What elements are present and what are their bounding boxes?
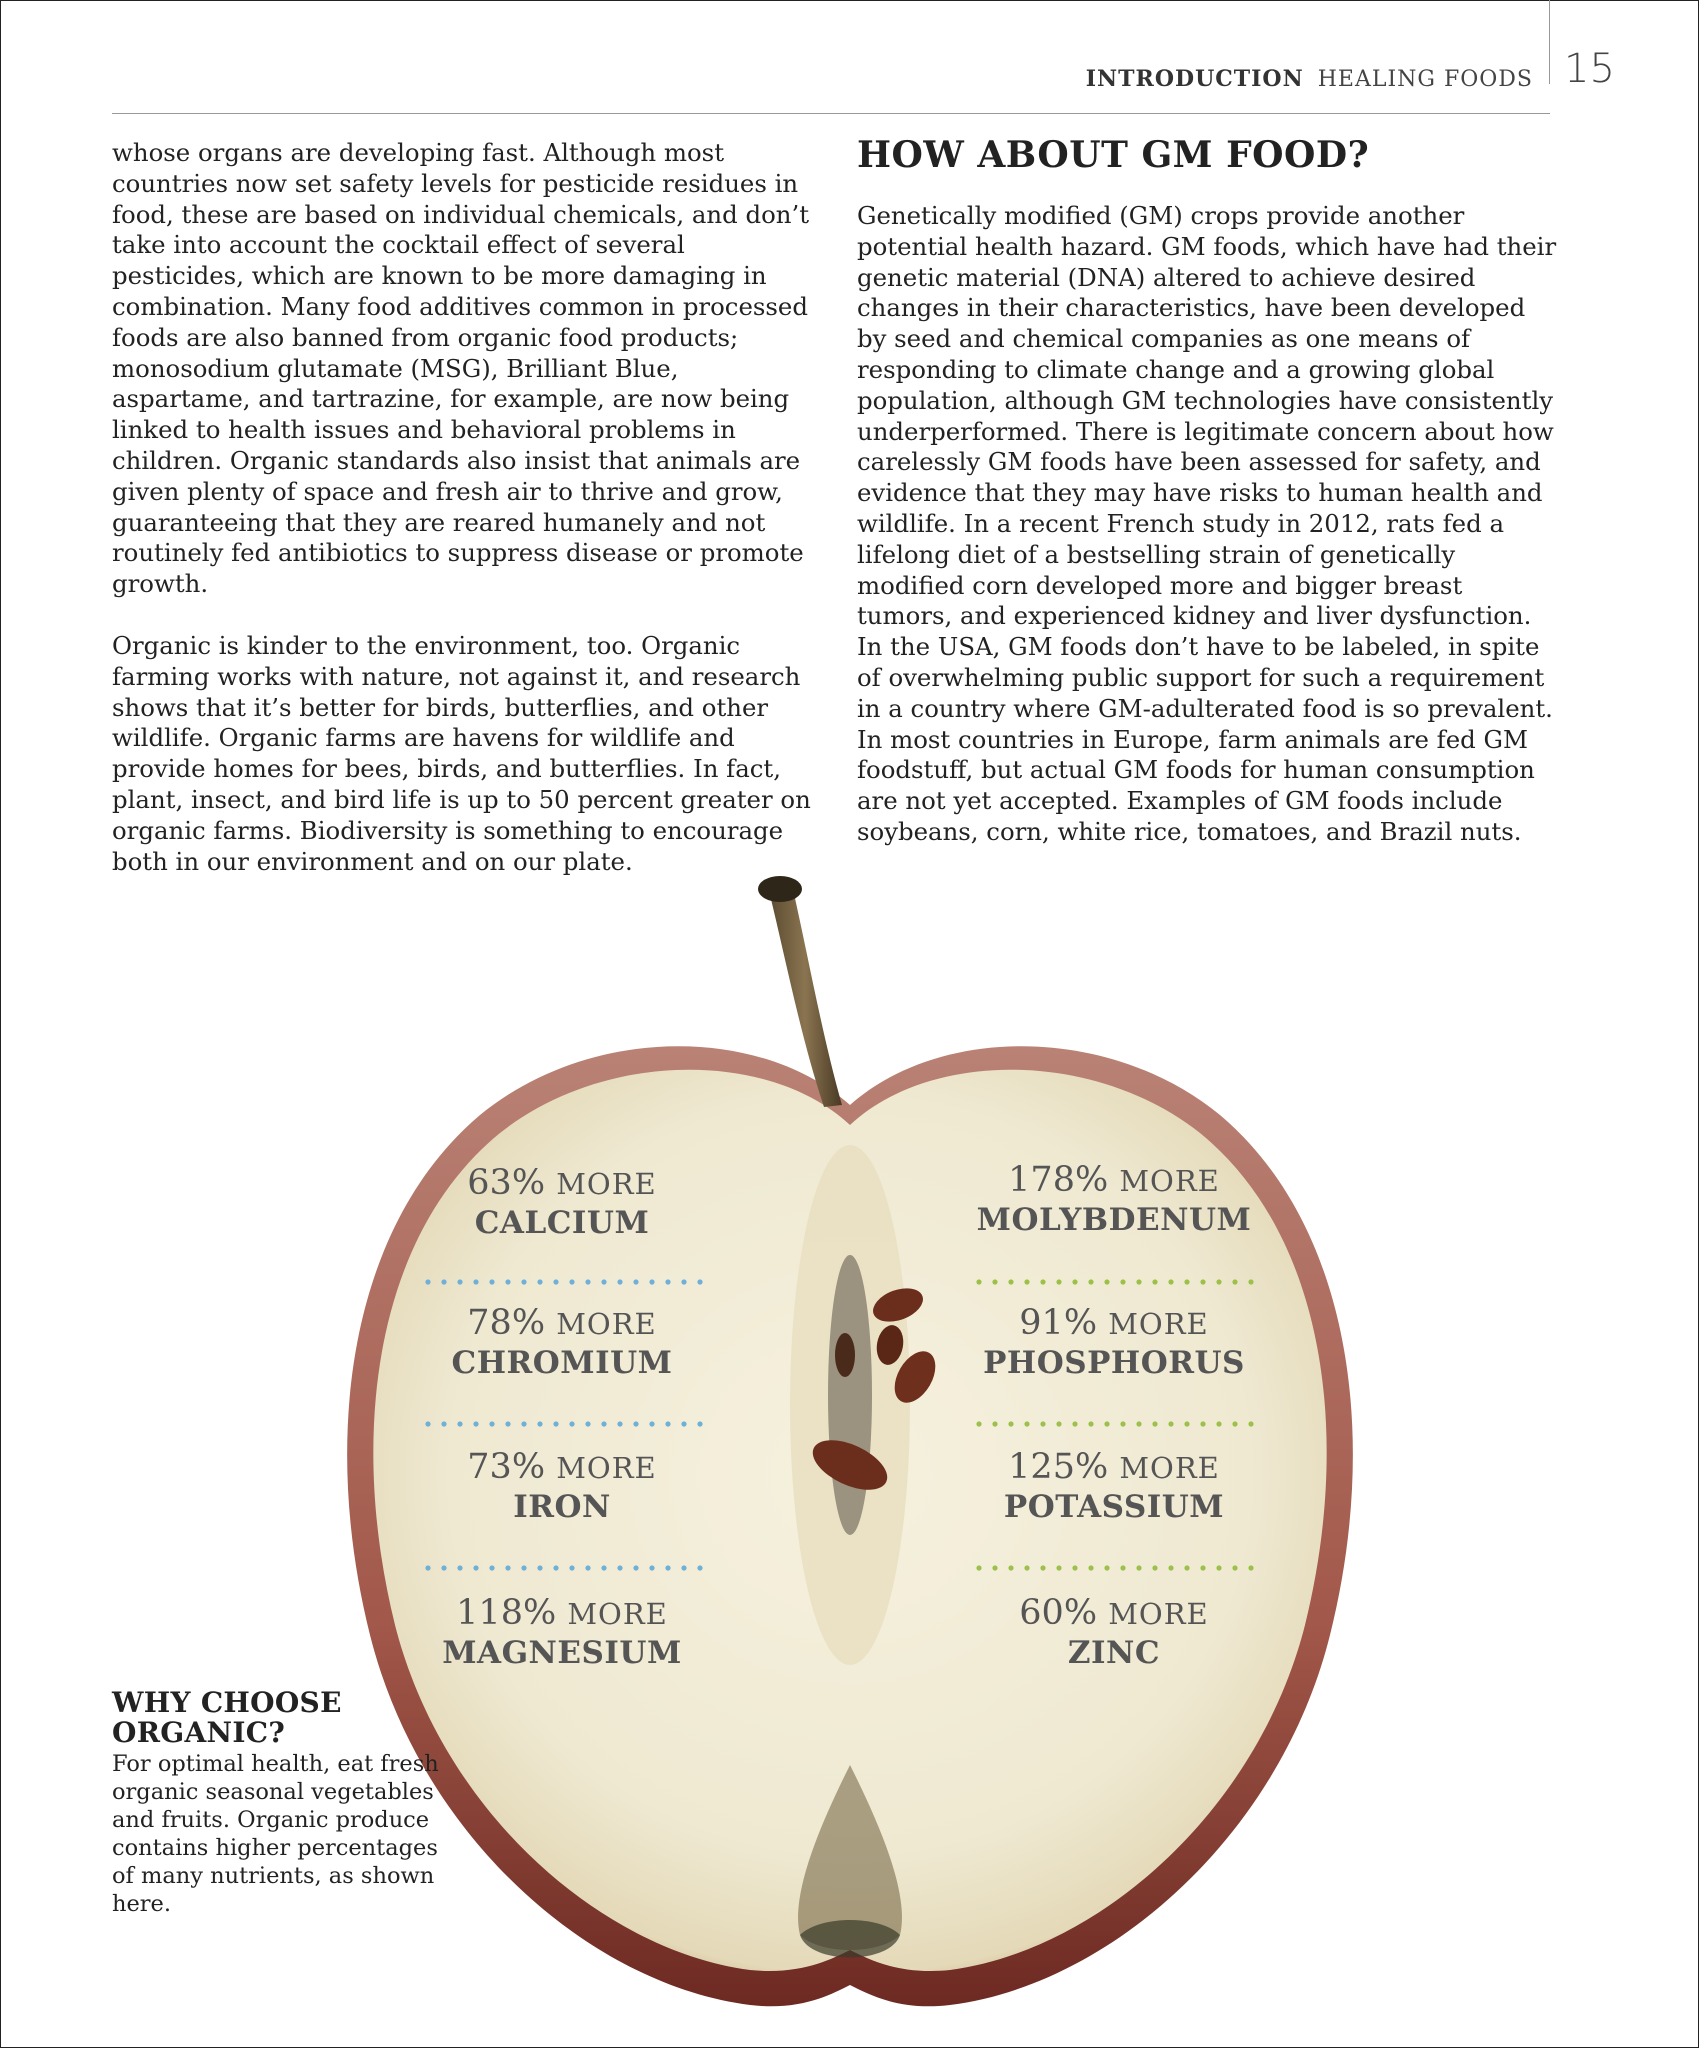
more-label: MORE bbox=[1119, 1451, 1220, 1485]
separator-dot bbox=[1104, 1421, 1109, 1426]
gm-heading: HOW ABOUT GM FOOD? bbox=[857, 134, 1370, 176]
separator-dot bbox=[1120, 1565, 1125, 1570]
separator-dot bbox=[553, 1565, 558, 1570]
header-divider bbox=[1549, 0, 1550, 84]
nutrient-zinc bbox=[924, 1593, 1304, 1671]
separator-dot bbox=[1040, 1279, 1045, 1284]
separator-dot bbox=[649, 1279, 654, 1284]
separator-dot bbox=[633, 1421, 638, 1426]
separator-dot bbox=[992, 1279, 997, 1284]
nutrient-percent: 178% bbox=[1008, 1160, 1109, 1200]
separator-dot bbox=[649, 1421, 654, 1426]
left-paragraph-2: Organic is kinder to the environment, too. Organic farming works with nature, not against it, and research shows that it’s better for birds, butterflies, and other wildlife. Organic farms are havens for wildlife and provide homes for bees, birds, and butterflies. In fact, plant, insect, and bird life is up to 50 percent greater on organic farms. Biodiversity is something to encourage both in our environment and on our plate. bbox=[112, 630, 811, 876]
separator-dot bbox=[441, 1279, 446, 1284]
separator-dot bbox=[1216, 1279, 1221, 1284]
separator-dots-left bbox=[425, 1565, 705, 1571]
separator-dot bbox=[1184, 1565, 1189, 1570]
separator-dot bbox=[1088, 1279, 1093, 1284]
why-organic-sidebar bbox=[112, 1688, 462, 1918]
separator-dot bbox=[1072, 1565, 1077, 1570]
separator-dot bbox=[1072, 1279, 1077, 1284]
nutrient-name: IRON bbox=[513, 1489, 611, 1525]
sidebar-body: For optimal health, eat fresh organic seasonal vegetables and fruits. Organic produce contains higher percentages of many nutrients, as shown here. bbox=[112, 1751, 439, 1917]
nutrient-chromium bbox=[372, 1303, 752, 1381]
separator-dot bbox=[1200, 1279, 1205, 1284]
separator-dot bbox=[569, 1279, 574, 1284]
separator-dot bbox=[681, 1421, 686, 1426]
separator-dot bbox=[553, 1421, 558, 1426]
separator-dot bbox=[976, 1279, 981, 1284]
separator-dot bbox=[1136, 1565, 1141, 1570]
left-paragraph-1: whose organs are developing fast. Although most countries now set safety levels for pesticide residues in food, these are based on individual chemicals, and don’t take into account the cocktail effect of several pesticides, which are known to be more damaging in combination. Many food additives common in processed foods are also banned from organic food products; monosodium glutamate (MSG), Brilliant Blue, aspartame, and tartrazine, for example, are now being linked to health issues and behavioral problems in children. Organic standards also insist that animals are given plenty of space and fresh air to thrive and grow, guaranteeing that they are reared humanely and not routinely fed antibiotics to suppress disease or promote growth. bbox=[112, 138, 810, 599]
nutrient-phosphorus bbox=[924, 1303, 1304, 1381]
separator-dot bbox=[601, 1279, 606, 1284]
separator-dot bbox=[521, 1421, 526, 1426]
separator-dots-right bbox=[976, 1279, 1256, 1285]
separator-dot bbox=[1056, 1279, 1061, 1284]
separator-dot bbox=[457, 1421, 462, 1426]
separator-dot bbox=[1200, 1421, 1205, 1426]
separator-dot bbox=[1152, 1421, 1157, 1426]
more-label: MORE bbox=[556, 1167, 657, 1201]
header-rule bbox=[112, 113, 1550, 114]
separator-dot bbox=[681, 1279, 686, 1284]
separator-dot bbox=[1056, 1421, 1061, 1426]
page-number: 15 bbox=[1564, 46, 1615, 92]
separator-dot bbox=[1120, 1279, 1125, 1284]
sidebar-title: WHY CHOOSE ORGANIC? bbox=[112, 1686, 342, 1749]
separator-dot bbox=[489, 1279, 494, 1284]
nutrient-percent: 63% bbox=[467, 1163, 546, 1203]
nutrient-name: MAGNESIUM bbox=[442, 1635, 682, 1671]
nutrient-magnesium bbox=[372, 1593, 752, 1671]
separator-dot bbox=[1008, 1421, 1013, 1426]
nutrient-percent: 125% bbox=[1008, 1447, 1109, 1487]
separator-dot bbox=[457, 1565, 462, 1570]
separator-dot bbox=[521, 1565, 526, 1570]
separator-dot bbox=[1104, 1565, 1109, 1570]
separator-dot bbox=[1008, 1565, 1013, 1570]
separator-dot bbox=[617, 1565, 622, 1570]
separator-dot bbox=[473, 1279, 478, 1284]
separator-dot bbox=[617, 1279, 622, 1284]
separator-dots-right bbox=[976, 1421, 1256, 1427]
nutrient-calcium bbox=[372, 1163, 752, 1241]
separator-dot bbox=[441, 1421, 446, 1426]
separator-dot bbox=[1088, 1421, 1093, 1426]
separator-dot bbox=[665, 1279, 670, 1284]
separator-dot bbox=[1168, 1565, 1173, 1570]
separator-dot bbox=[553, 1279, 558, 1284]
separator-dot bbox=[601, 1421, 606, 1426]
separator-dot bbox=[1072, 1421, 1077, 1426]
separator-dot bbox=[425, 1565, 430, 1570]
apple-illustration bbox=[330, 875, 1370, 2015]
separator-dot bbox=[976, 1565, 981, 1570]
separator-dot bbox=[1248, 1279, 1253, 1284]
separator-dot bbox=[441, 1565, 446, 1570]
gm-paragraph: Genetically modified (GM) crops provide another potential health hazard. GM foods, which have had their genetic material (DNA) altered to achieve desired changes in their characteristics, have been developed by seed and chemical companies as one means of responding to climate change and a growing global population, although GM technologies have consistently underperformed. There is legitimate concern about how carelessly GM foods have been assessed for safety, and evidence that they may have risks to human health and wildlife. In a recent French study in 2012, rats fed a lifelong diet of a bestselling strain of genetically modified corn developed more and bigger breast tumors, and experienced kidney and liver dysfunction. In the USA, GM foods don’t have to be labeled, in spite of overwhelming public support for such a requirement in a country where GM-adulterated food is so prevalent. In most countries in Europe, farm animals are fed GM foodstuff, but actual GM foods for human consumption are not yet accepted. Examples of GM foods include soybeans, corn, white rice, tomatoes, and Brazil nuts. bbox=[857, 201, 1557, 846]
nutrient-name: POTASSIUM bbox=[1003, 1489, 1225, 1525]
more-label: MORE bbox=[556, 1451, 657, 1485]
separator-dot bbox=[1168, 1279, 1173, 1284]
separator-dot bbox=[585, 1565, 590, 1570]
separator-dot bbox=[697, 1279, 702, 1284]
separator-dot bbox=[1216, 1565, 1221, 1570]
nutrient-name: PHOSPHORUS bbox=[983, 1345, 1245, 1381]
separator-dot bbox=[537, 1421, 542, 1426]
apple-seed bbox=[835, 1333, 855, 1377]
separator-dot bbox=[1232, 1565, 1237, 1570]
separator-dot bbox=[473, 1421, 478, 1426]
separator-dot bbox=[649, 1565, 654, 1570]
separator-dot bbox=[1056, 1565, 1061, 1570]
nutrient-name: CHROMIUM bbox=[451, 1345, 673, 1381]
nutrient-name: ZINC bbox=[1067, 1635, 1161, 1671]
separator-dot bbox=[1152, 1565, 1157, 1570]
section-title: INTRODUCTION bbox=[1085, 66, 1304, 92]
separator-dot bbox=[425, 1421, 430, 1426]
separator-dot bbox=[617, 1421, 622, 1426]
nutrient-iron bbox=[372, 1447, 752, 1525]
separator-dot bbox=[425, 1279, 430, 1284]
nutrient-percent: 91% bbox=[1019, 1303, 1098, 1343]
separator-dot bbox=[1040, 1565, 1045, 1570]
separator-dot bbox=[1024, 1565, 1029, 1570]
separator-dot bbox=[569, 1565, 574, 1570]
more-label: MORE bbox=[1108, 1597, 1209, 1631]
more-label: MORE bbox=[1108, 1307, 1209, 1341]
separator-dot bbox=[1024, 1279, 1029, 1284]
separator-dot bbox=[976, 1421, 981, 1426]
more-label: MORE bbox=[1119, 1164, 1220, 1198]
separator-dot bbox=[665, 1421, 670, 1426]
separator-dot bbox=[1008, 1279, 1013, 1284]
separator-dots-left bbox=[425, 1421, 705, 1427]
separator-dot bbox=[1248, 1565, 1253, 1570]
separator-dot bbox=[1136, 1279, 1141, 1284]
nutrient-percent: 78% bbox=[467, 1303, 546, 1343]
separator-dot bbox=[697, 1565, 702, 1570]
separator-dot bbox=[537, 1279, 542, 1284]
separator-dot bbox=[489, 1421, 494, 1426]
separator-dot bbox=[473, 1565, 478, 1570]
nutrient-name: CALCIUM bbox=[474, 1205, 650, 1241]
separator-dot bbox=[633, 1279, 638, 1284]
separator-dot bbox=[697, 1421, 702, 1426]
separator-dot bbox=[505, 1421, 510, 1426]
nutrient-name: MOLYBDENUM bbox=[976, 1202, 1252, 1238]
separator-dot bbox=[1024, 1421, 1029, 1426]
separator-dots-left bbox=[425, 1279, 705, 1285]
separator-dot bbox=[633, 1565, 638, 1570]
right-column bbox=[857, 201, 1562, 879]
separator-dot bbox=[1152, 1279, 1157, 1284]
separator-dot bbox=[1168, 1421, 1173, 1426]
left-column bbox=[112, 138, 812, 908]
separator-dot bbox=[601, 1565, 606, 1570]
nutrient-percent: 60% bbox=[1019, 1593, 1098, 1633]
separator-dot bbox=[1136, 1421, 1141, 1426]
separator-dot bbox=[585, 1421, 590, 1426]
separator-dot bbox=[1088, 1565, 1093, 1570]
separator-dot bbox=[1200, 1565, 1205, 1570]
separator-dot bbox=[665, 1565, 670, 1570]
separator-dot bbox=[457, 1279, 462, 1284]
separator-dot bbox=[521, 1279, 526, 1284]
nutrient-molybdenum bbox=[924, 1160, 1304, 1238]
separator-dot bbox=[569, 1421, 574, 1426]
separator-dot bbox=[489, 1565, 494, 1570]
separator-dot bbox=[1232, 1421, 1237, 1426]
separator-dot bbox=[1248, 1421, 1253, 1426]
separator-dot bbox=[681, 1565, 686, 1570]
separator-dot bbox=[992, 1565, 997, 1570]
nutrient-percent: 118% bbox=[456, 1593, 557, 1633]
subsection-title: HEALING FOODS bbox=[1317, 67, 1533, 92]
more-label: MORE bbox=[556, 1307, 657, 1341]
nutrient-percent: 73% bbox=[467, 1447, 546, 1487]
separator-dot bbox=[1104, 1279, 1109, 1284]
more-label: MORE bbox=[567, 1597, 668, 1631]
separator-dot bbox=[505, 1565, 510, 1570]
separator-dot bbox=[1216, 1421, 1221, 1426]
separator-dot bbox=[585, 1279, 590, 1284]
separator-dot bbox=[505, 1279, 510, 1284]
separator-dots-right bbox=[976, 1565, 1256, 1571]
separator-dot bbox=[537, 1565, 542, 1570]
separator-dot bbox=[1184, 1279, 1189, 1284]
separator-dot bbox=[1232, 1279, 1237, 1284]
separator-dot bbox=[1184, 1421, 1189, 1426]
running-head bbox=[1086, 66, 1533, 92]
separator-dot bbox=[1040, 1421, 1045, 1426]
nutrient-potassium bbox=[924, 1447, 1304, 1525]
separator-dot bbox=[992, 1421, 997, 1426]
separator-dot bbox=[1120, 1421, 1125, 1426]
